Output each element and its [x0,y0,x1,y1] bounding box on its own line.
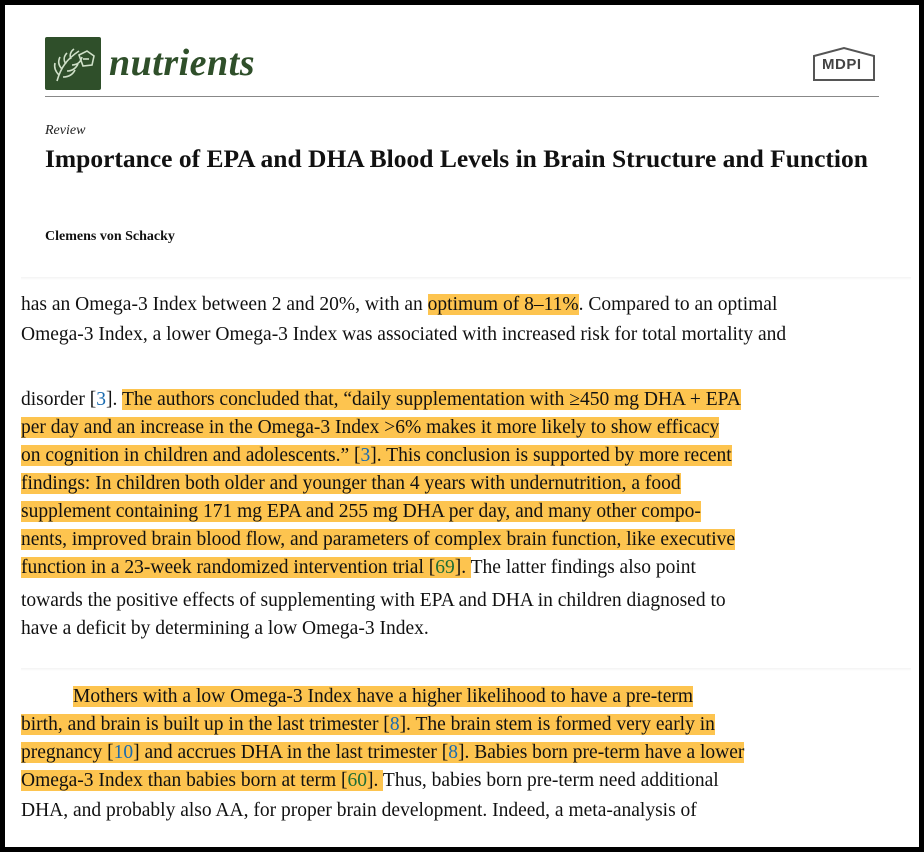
highlight-segment: optimum of 8–11% [427,294,579,315]
text-segment: has an Omega-3 Index between 2 and 20%, with an [21,294,428,315]
highlight-segment: supplement containing 171 mg EPA and 255 mg DHA per day, and many other compo- [21,501,701,522]
excerpt1-line: Omega-3 Index, a lower Omega-3 Index was associated with increased risk for total mortality and [21,324,787,345]
excerpt2-line [21,388,741,412]
highlight-segment: The authors concluded that, “daily supplementation with ≥450 mg DHA + EPA [121,389,741,410]
excerpt1-line [21,293,777,317]
excerpt2-line [21,472,681,496]
excerpt2-line: towards the positive effects of supplementing with EPA and DHA in children diagnosed to [21,590,726,611]
highlight-segment: pregnancy [ [21,742,114,763]
highlight-segment: ]. The brain stem is formed very early in [399,714,715,735]
article-title: Importance of EPA and DHA Blood Levels in Brain Structure and Function [45,144,868,173]
text-segment: . Compared to an optimal [578,294,778,315]
excerpt2-line [21,500,701,524]
excerpt3-line [21,769,719,793]
highlight-segment: findings: In children both older and younger than 4 years with undernutrition, a food [21,473,681,494]
highlight-segment: ]. [367,770,383,791]
highlight-segment: ]. [454,557,471,578]
excerpt-separator [21,668,911,671]
text-segment: Thus, babies born pre-term need additional [382,770,719,791]
excerpt2-line [21,416,719,440]
highlight-segment: ] and accrues DHA in the last trimester [ [133,742,449,763]
excerpt3-line [21,713,715,737]
excerpt3-line: DHA, and probably also AA, for proper brain development. Indeed, a meta-analysis of [21,800,697,821]
highlight-segment: per day and an increase in the Omega-3 Index >6% makes it more likely to show efficacy [21,417,720,438]
text-segment: The latter findings also point [470,557,696,578]
highlight-segment: Mothers with a low Omega-3 Index have a higher likelihood to have a pre-term [73,686,694,707]
excerpt2-line [21,556,696,580]
highlight-segment: ]. This conclusion is supported by more recent [370,445,732,466]
text-segment: disorder [ [21,389,97,410]
mdpi-logo-icon [811,46,877,84]
journal-name: nutrients [109,42,256,84]
header-divider [45,96,879,97]
journal-logo-icon [45,37,101,90]
citation-link[interactable]: 60 [347,770,368,791]
citation-link[interactable]: 3 [360,445,371,466]
excerpt3-line [21,741,744,765]
citation-link[interactable]: 3 [96,389,107,410]
citation-link[interactable]: 69 [435,557,455,578]
highlight-segment: ]. Babies born pre-term have a lower [457,742,745,763]
article-type: Review [45,123,86,138]
text-segment: ]. [106,389,122,410]
citation-link[interactable]: 8 [389,714,400,735]
highlight-segment: function in a 23-week randomized intervention trial [ [21,557,436,578]
highlight-segment: nents, improved brain blood flow, and parameters of complex brain function, like executive [21,529,736,550]
excerpt2-line: have a deficit by determining a low Omega-3 Index. [21,618,429,639]
publisher-name: MDPI [822,56,862,73]
excerpt3-line [73,685,693,709]
citation-link[interactable]: 8 [448,742,458,763]
excerpt-separator [21,277,911,280]
citation-link[interactable]: 10 [113,742,134,763]
excerpt2-line [21,528,735,552]
highlight-segment: Omega-3 Index than babies born at term [ [21,770,348,791]
excerpt2-line [21,444,732,468]
highlight-segment: birth, and brain is built up in the last trimester [ [21,714,390,735]
highlight-segment: on cognition in children and adolescents.” [ [21,445,361,466]
article-author: Clemens von Schacky [45,229,175,244]
